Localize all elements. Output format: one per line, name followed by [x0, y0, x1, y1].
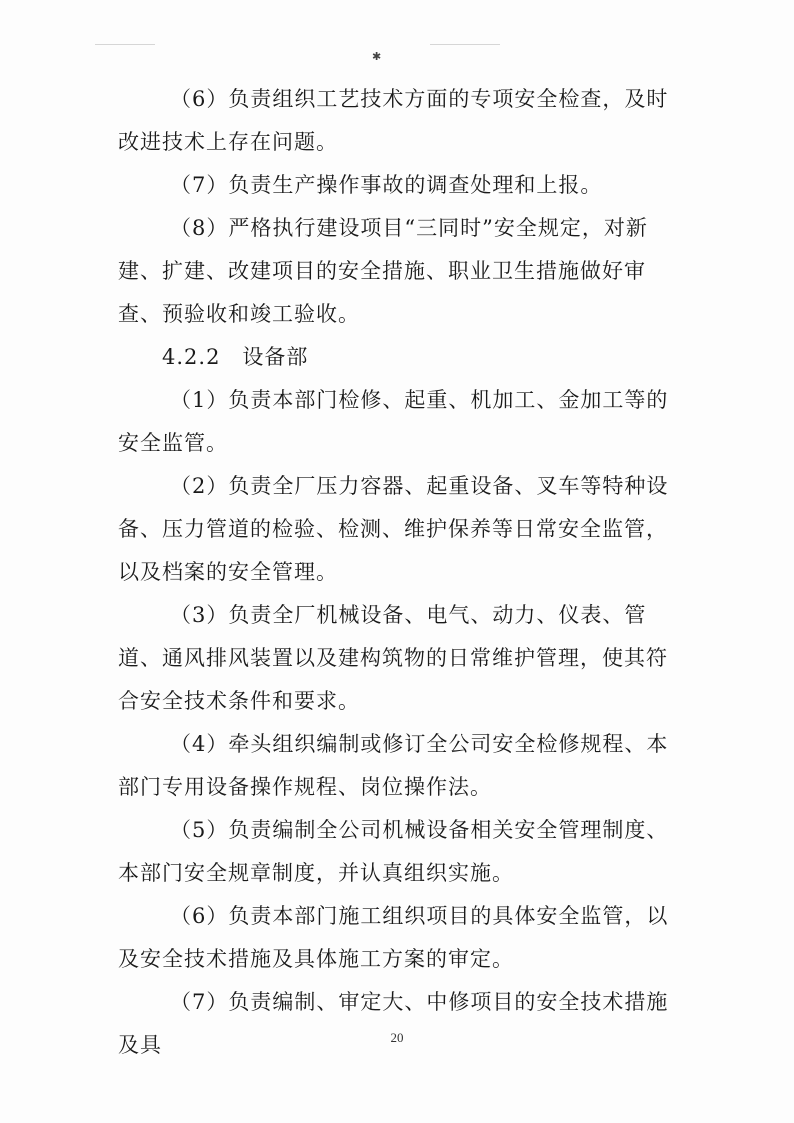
paragraph: （3）负责全厂机械设备、电气、动力、仪表、管道、通风排风装置以及建构筑物的日常维护管理，使其符合安全技术条件和要求。	[118, 603, 668, 713]
paragraph: （6）负责本部门施工组织项目的具体安全监管，以及安全技术措施及具体施工方案的审定。	[118, 904, 669, 971]
paragraph: （2）负责全厂压力容器、起重设备、叉车等特种设备、压力管道的检验、检测、维护保养等日常安全监管，以及档案的安全管理。	[118, 474, 669, 584]
scan-artifact-line	[95, 44, 155, 45]
paragraph: （5）负责编制全公司机械设备相关安全管理制度、本部门安全规章制度，并认真组织实施。	[118, 818, 669, 885]
paragraph: （1）负责本部门检修、起重、机加工、金加工等的安全监管。	[118, 388, 669, 455]
scan-artifact-line	[430, 44, 500, 45]
paragraph: （7）负责编制、审定大、中修项目的安全技术措施及具	[118, 990, 669, 1057]
paragraph: （4）牵头组织编制或修订全公司安全检修规程、本部门专用设备操作规程、岗位操作法。	[118, 732, 669, 799]
paragraph: （6）负责组织工艺技术方面的专项安全检查，及时改进技术上存在问题。	[118, 87, 669, 154]
scan-speck: ✱	[372, 50, 382, 63]
page-number: 20	[390, 1030, 404, 1045]
paragraph: （7）负责生产操作事故的调查处理和上报。	[170, 173, 603, 197]
body-text	[118, 78, 673, 1067]
section-heading: 4.2.2 设备部	[162, 345, 309, 369]
paragraph: （8）严格执行建设项目“三同时”安全规定，对新建、扩建、改建项目的安全措施、职业卫生措施做好审查、预验收和竣工验收。	[118, 216, 648, 326]
